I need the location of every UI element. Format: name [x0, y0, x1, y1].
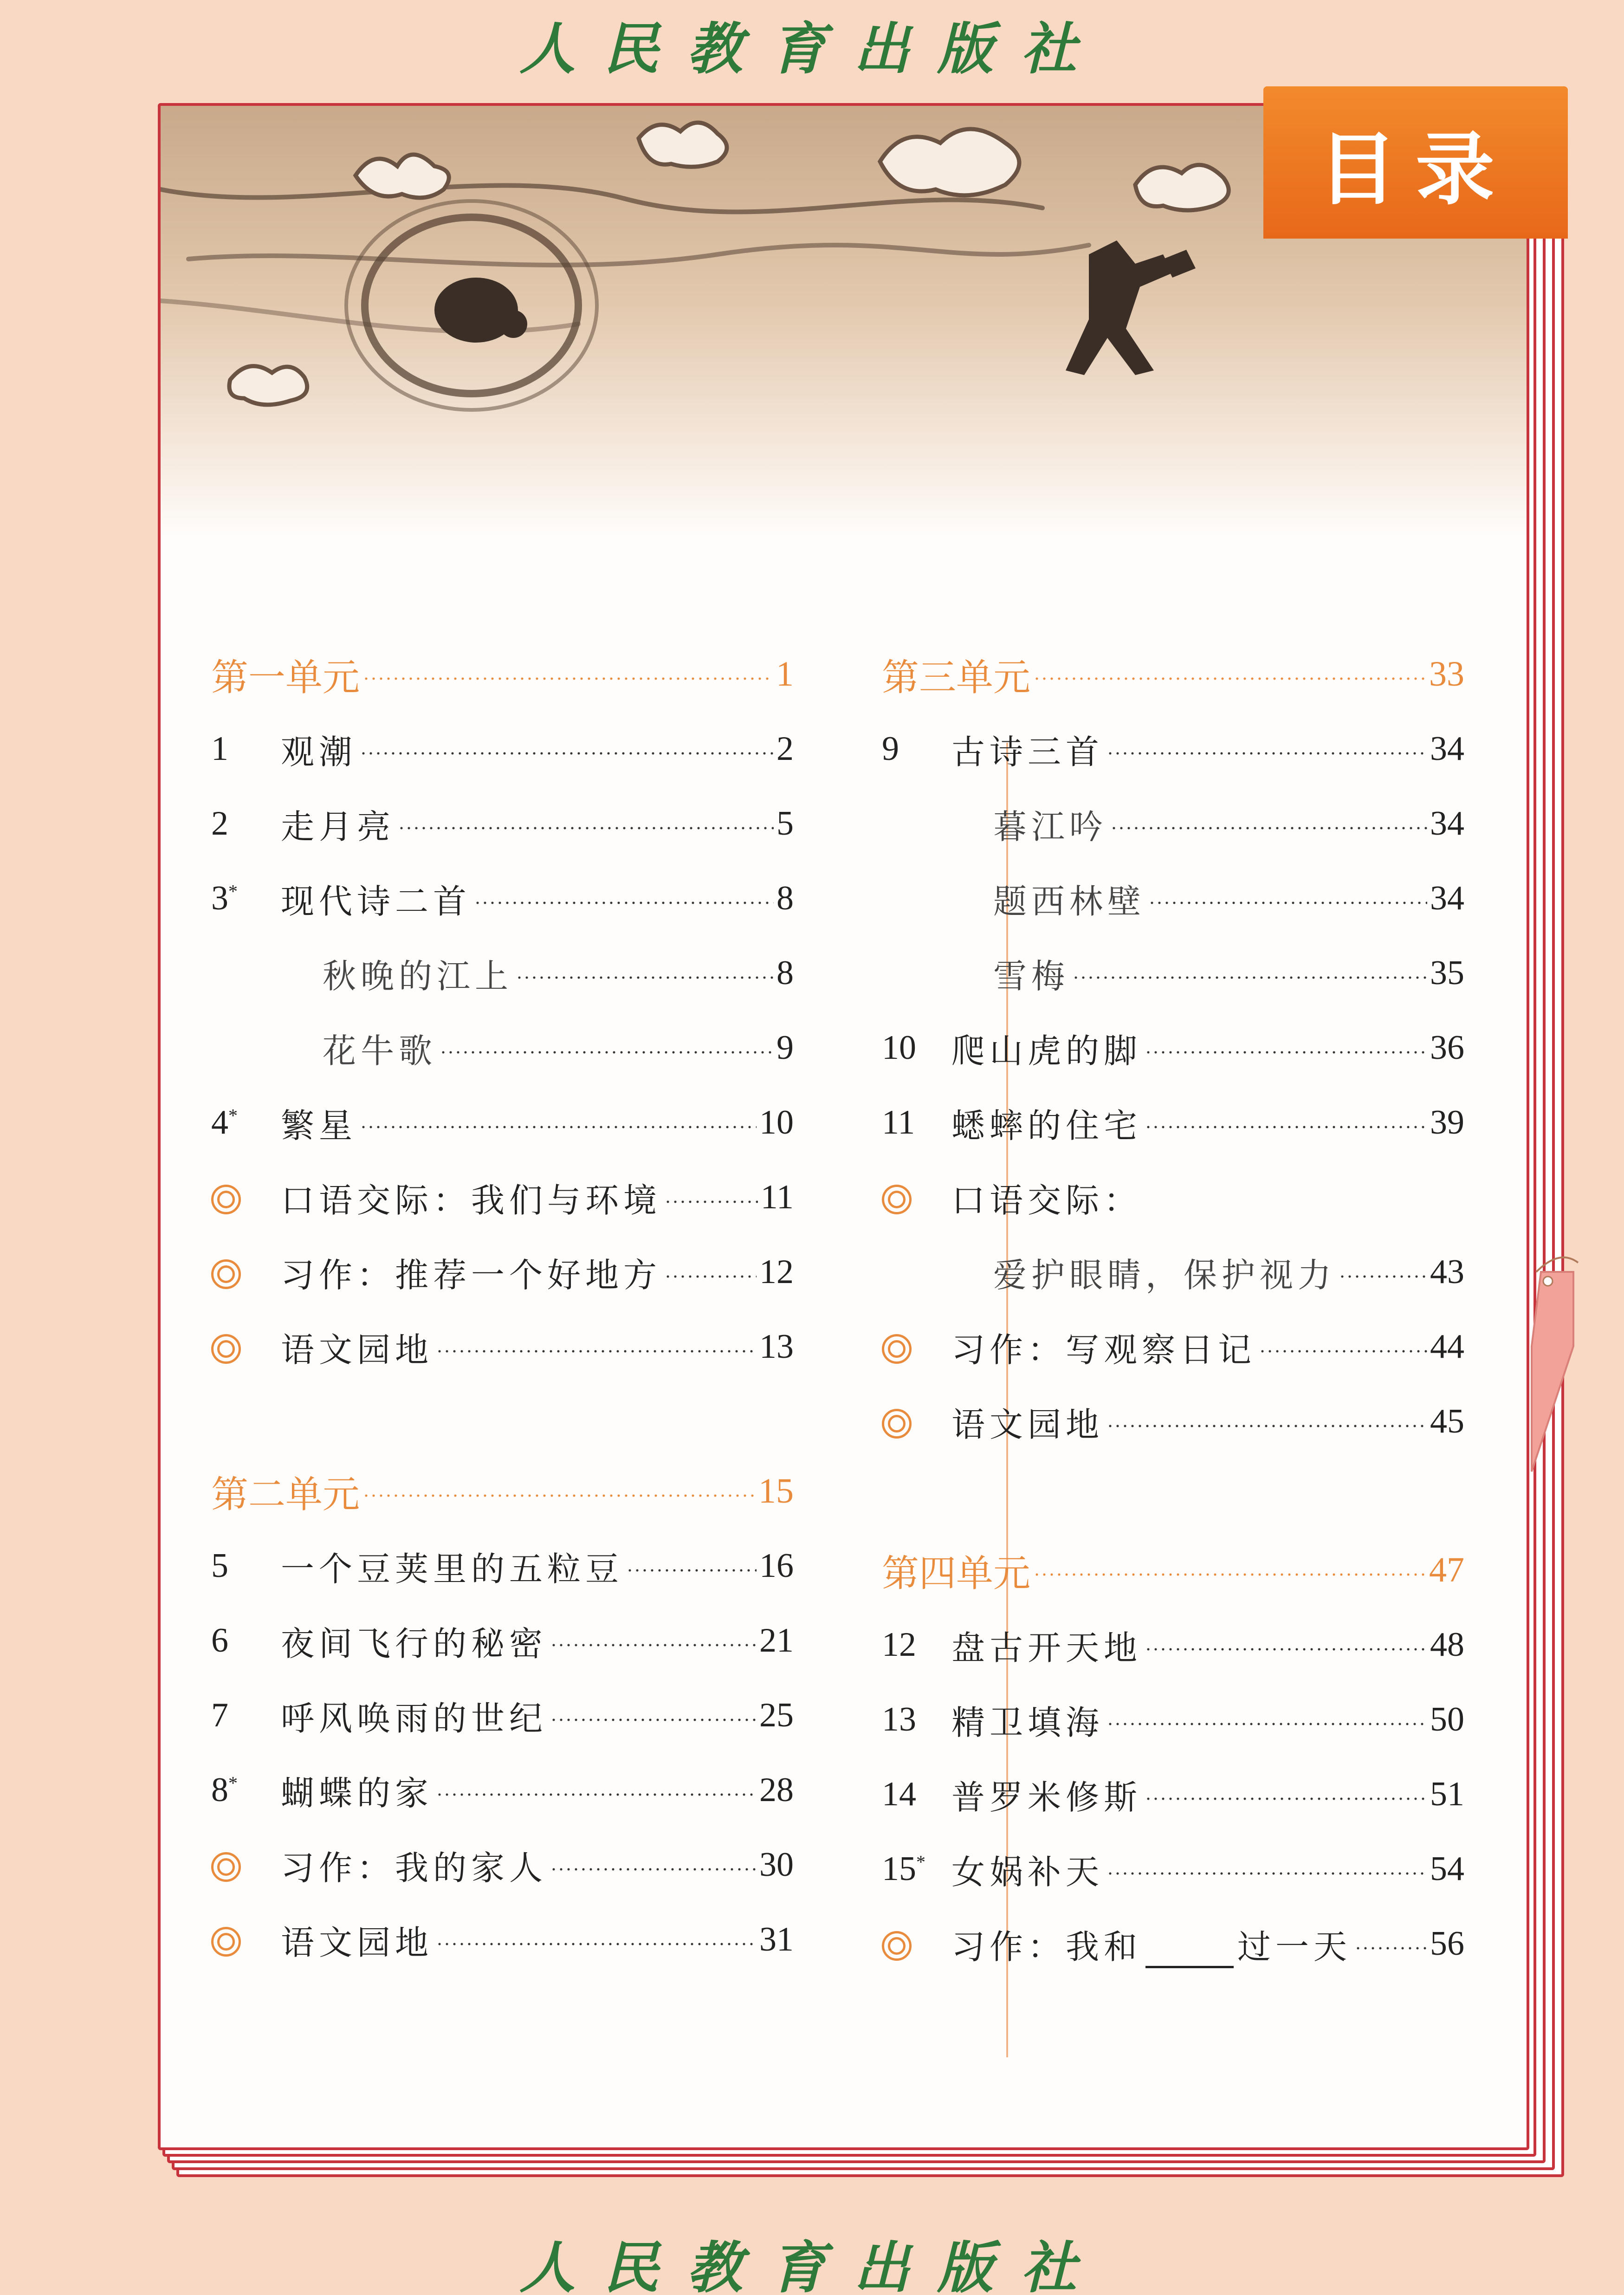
- fill-in-blank: [1145, 1940, 1234, 1968]
- leader-dots: [664, 1200, 758, 1204]
- unit-title: 第二单元: [211, 1473, 360, 1516]
- entry-page-number: 16: [759, 1547, 794, 1585]
- entry-title: 蟋蟀的住宅: [951, 1106, 1142, 1145]
- unit-spacer: [211, 1384, 794, 1454]
- unit-heading[interactable]: [882, 637, 1464, 712]
- lesson-entry[interactable]: [211, 786, 794, 861]
- entry-marker: [211, 1178, 281, 1217]
- entry-page-number: 45: [1430, 1402, 1464, 1440]
- activity-entry[interactable]: [211, 1828, 794, 1902]
- entry-title: 呼风唤雨的世纪: [281, 1699, 548, 1738]
- publisher-logo-top: 人民教育出版社: [519, 16, 1105, 82]
- entry-page-number: 10: [759, 1103, 794, 1141]
- lesson-number: 5: [211, 1547, 228, 1585]
- entry-marker: [882, 1402, 951, 1441]
- lesson-entry[interactable]: [211, 1678, 794, 1753]
- lesson-number: 7: [211, 1696, 228, 1734]
- activity-entry[interactable]: [211, 1235, 794, 1310]
- leader-dots: [1145, 1647, 1427, 1651]
- entry-title: 习作：我的家人: [281, 1848, 548, 1887]
- unit-page-number: 47: [1429, 1550, 1464, 1589]
- leader-dots: [1106, 752, 1427, 755]
- entry-page-number: 34: [1430, 804, 1464, 843]
- entry-page-number: 34: [1430, 730, 1464, 768]
- entry-page-number: 56: [1430, 1925, 1464, 1963]
- lesson-entry[interactable]: [211, 1753, 794, 1828]
- sub-entry[interactable]: [211, 936, 794, 1011]
- leader-dots: [1106, 1424, 1427, 1428]
- toc-title: 目录: [1318, 123, 1513, 216]
- sub-entry[interactable]: [882, 786, 1464, 861]
- lesson-number: 2: [211, 804, 228, 843]
- lesson-number: 15*: [882, 1850, 925, 1888]
- entry-title: 一个豆荚里的五粒豆: [281, 1549, 624, 1588]
- entry-page-number: 25: [759, 1696, 794, 1734]
- entry-page-number: 43: [1430, 1253, 1464, 1291]
- leader-dots: [1033, 1573, 1426, 1576]
- entry-page-number: 8: [776, 954, 794, 992]
- entry-title: 古诗三首: [951, 732, 1104, 771]
- entry-title: 精卫填海: [951, 1703, 1104, 1742]
- entry-page-number: 30: [759, 1846, 794, 1884]
- entry-page-number: 31: [759, 1920, 794, 1958]
- double-circle-icon: [211, 1334, 241, 1364]
- lesson-number: 14: [882, 1775, 916, 1813]
- toc-right-column: [882, 637, 1464, 1981]
- entry-title: 观潮: [281, 732, 357, 771]
- lesson-entry[interactable]: [882, 1682, 1464, 1757]
- entry-title: 花牛歌: [323, 1031, 437, 1070]
- toc-title-tab: [1263, 86, 1568, 239]
- sub-entry[interactable]: [882, 1235, 1464, 1310]
- bookmark-icon: [1527, 1253, 1583, 1476]
- leader-dots: [550, 1643, 757, 1647]
- entry-title: 暮江吟: [993, 807, 1108, 846]
- lesson-number: 8*: [211, 1771, 238, 1809]
- lesson-entry[interactable]: [882, 1757, 1464, 1832]
- leader-dots: [550, 1867, 757, 1871]
- entry-title: 口语交际：: [951, 1180, 1142, 1220]
- leader-dots: [1339, 1275, 1427, 1278]
- leader-dots: [398, 826, 774, 830]
- leader-dots: [1106, 1722, 1427, 1726]
- unit-page-number: 1: [776, 655, 794, 694]
- leader-dots: [360, 752, 774, 755]
- sub-entry[interactable]: [882, 936, 1464, 1011]
- entry-title: 习作：推荐一个好地方: [281, 1255, 662, 1295]
- entry-page-number: 44: [1430, 1328, 1464, 1366]
- entry-title: 爬山虎的脚: [951, 1031, 1142, 1070]
- lesson-number: 12: [882, 1626, 916, 1664]
- entry-marker: [882, 1924, 951, 1964]
- entry-page-number: 12: [759, 1253, 794, 1291]
- entry-page-number: 50: [1430, 1700, 1464, 1738]
- double-circle-icon: [882, 1185, 912, 1214]
- lesson-entry[interactable]: [211, 1603, 794, 1678]
- entry-page-number: 54: [1430, 1850, 1464, 1888]
- entry-title: 习作：我和 过一天: [951, 1920, 1352, 1968]
- entry-title: 走月亮: [281, 807, 395, 846]
- lesson-number: 1: [211, 730, 228, 768]
- leader-dots: [436, 1349, 757, 1353]
- entry-page-number: 48: [1430, 1626, 1464, 1664]
- double-circle-icon: [882, 1931, 912, 1961]
- lesson-number: 13: [882, 1700, 916, 1738]
- unit-page-number: 33: [1429, 655, 1464, 694]
- double-circle-icon: [211, 1852, 241, 1882]
- entry-marker: [211, 1252, 281, 1292]
- unit-title: 第四单元: [882, 1552, 1030, 1595]
- entry-page-number: 13: [759, 1328, 794, 1366]
- leader-dots: [1148, 901, 1427, 905]
- entry-page-number: 35: [1430, 954, 1464, 992]
- unit-heading[interactable]: [882, 1533, 1464, 1608]
- sub-entry[interactable]: [211, 1011, 794, 1085]
- entry-title: 夜间飞行的秘密: [281, 1624, 548, 1663]
- lesson-entry[interactable]: [211, 861, 794, 936]
- publisher-logo-bottom: 人民教育出版社: [519, 2235, 1105, 2295]
- double-circle-icon: [211, 1927, 241, 1957]
- entry-title: 盘古开天地: [951, 1628, 1142, 1667]
- unit-page-number: 15: [758, 1472, 794, 1511]
- entry-page-number: 34: [1430, 879, 1464, 917]
- leader-dots: [362, 1494, 756, 1498]
- double-circle-icon: [211, 1259, 241, 1289]
- unit-heading[interactable]: [211, 1454, 794, 1529]
- entry-title: 语文园地: [951, 1405, 1104, 1444]
- unit-title: 第三单元: [882, 656, 1030, 699]
- activity-entry[interactable]: [882, 1160, 1464, 1235]
- entry-title: 秋晚的江上: [323, 956, 513, 996]
- entry-title: 口语交际：我们与环境: [281, 1180, 662, 1220]
- activity-entry[interactable]: [882, 1906, 1464, 1981]
- toc-left-column: [211, 637, 794, 1977]
- leader-dots: [362, 677, 773, 681]
- activity-entry[interactable]: [211, 1160, 794, 1235]
- lesson-entry[interactable]: [211, 712, 794, 786]
- leader-dots: [360, 1125, 757, 1129]
- entry-marker: [882, 1178, 951, 1217]
- lesson-entry[interactable]: [211, 1085, 794, 1160]
- entry-title: 爱护眼睛，保护视力: [993, 1255, 1336, 1295]
- leader-dots: [1354, 1946, 1427, 1950]
- entry-page-number: 8: [776, 879, 794, 917]
- entry-page-number: 39: [1430, 1103, 1464, 1141]
- lesson-number: 3*: [211, 879, 238, 917]
- entry-title: 雪梅: [993, 956, 1070, 996]
- lesson-entry[interactable]: [882, 1011, 1464, 1085]
- entry-title: 习作：写观察日记: [951, 1330, 1256, 1369]
- entry-page-number: 36: [1430, 1029, 1464, 1067]
- unit-heading[interactable]: [211, 637, 794, 712]
- leader-dots: [1033, 677, 1426, 681]
- lesson-entry[interactable]: [882, 1085, 1464, 1160]
- leader-dots: [550, 1718, 757, 1722]
- entry-marker: [211, 1920, 281, 1959]
- leader-dots: [1259, 1349, 1427, 1353]
- entry-title: 现代诗二首: [281, 882, 472, 921]
- sub-entry[interactable]: [882, 861, 1464, 936]
- lesson-number: 4*: [211, 1103, 238, 1141]
- entry-page-number: 11: [760, 1178, 794, 1216]
- leader-dots: [1110, 826, 1427, 830]
- entry-title: 繁星: [281, 1106, 357, 1145]
- entry-page-number: 5: [776, 804, 794, 843]
- entry-page-number: 9: [776, 1029, 794, 1067]
- entry-title: 题西林壁: [993, 882, 1146, 921]
- entry-title: 蝴蝶的家: [281, 1773, 433, 1813]
- leader-dots: [436, 1942, 757, 1946]
- activity-entry[interactable]: [211, 1902, 794, 1977]
- double-circle-icon: [882, 1409, 912, 1439]
- leader-dots: [1106, 1872, 1427, 1875]
- lesson-number: 6: [211, 1621, 228, 1660]
- lesson-number: 9: [882, 730, 899, 768]
- entry-title: 普罗米修斯: [951, 1777, 1142, 1817]
- activity-entry[interactable]: [882, 1384, 1464, 1459]
- leader-dots: [440, 1050, 774, 1054]
- unit-spacer: [882, 1459, 1464, 1533]
- leader-dots: [626, 1569, 757, 1572]
- entry-marker: [211, 1327, 281, 1367]
- double-circle-icon: [882, 1334, 912, 1364]
- lesson-entry[interactable]: [882, 1608, 1464, 1682]
- lesson-entry[interactable]: [882, 1832, 1464, 1906]
- lesson-number: 11: [882, 1103, 915, 1141]
- leader-dots: [664, 1275, 757, 1278]
- lesson-entry[interactable]: [211, 1529, 794, 1603]
- entry-title: 女娲补天: [951, 1852, 1104, 1892]
- leader-dots: [1145, 1125, 1427, 1129]
- entry-title: 语文园地: [281, 1923, 433, 1962]
- double-circle-icon: [211, 1185, 241, 1214]
- entry-title: 语文园地: [281, 1330, 433, 1369]
- lesson-entry[interactable]: [882, 712, 1464, 786]
- leader-dots: [436, 1793, 757, 1796]
- unit-title: 第一单元: [211, 656, 360, 699]
- leader-dots: [474, 901, 774, 905]
- entry-page-number: 51: [1430, 1775, 1464, 1813]
- entry-marker: [211, 1845, 281, 1885]
- entry-page-number: 21: [759, 1621, 794, 1660]
- entry-marker: [882, 1327, 951, 1367]
- lesson-number: 10: [882, 1029, 916, 1067]
- entry-page-number: 28: [759, 1771, 794, 1809]
- activity-entry[interactable]: [211, 1310, 794, 1384]
- entry-page-number: 2: [776, 730, 794, 768]
- leader-dots: [1145, 1050, 1427, 1054]
- leader-dots: [1145, 1797, 1427, 1801]
- activity-entry[interactable]: [882, 1310, 1464, 1384]
- leader-dots: [1072, 976, 1427, 979]
- leader-dots: [516, 976, 774, 979]
